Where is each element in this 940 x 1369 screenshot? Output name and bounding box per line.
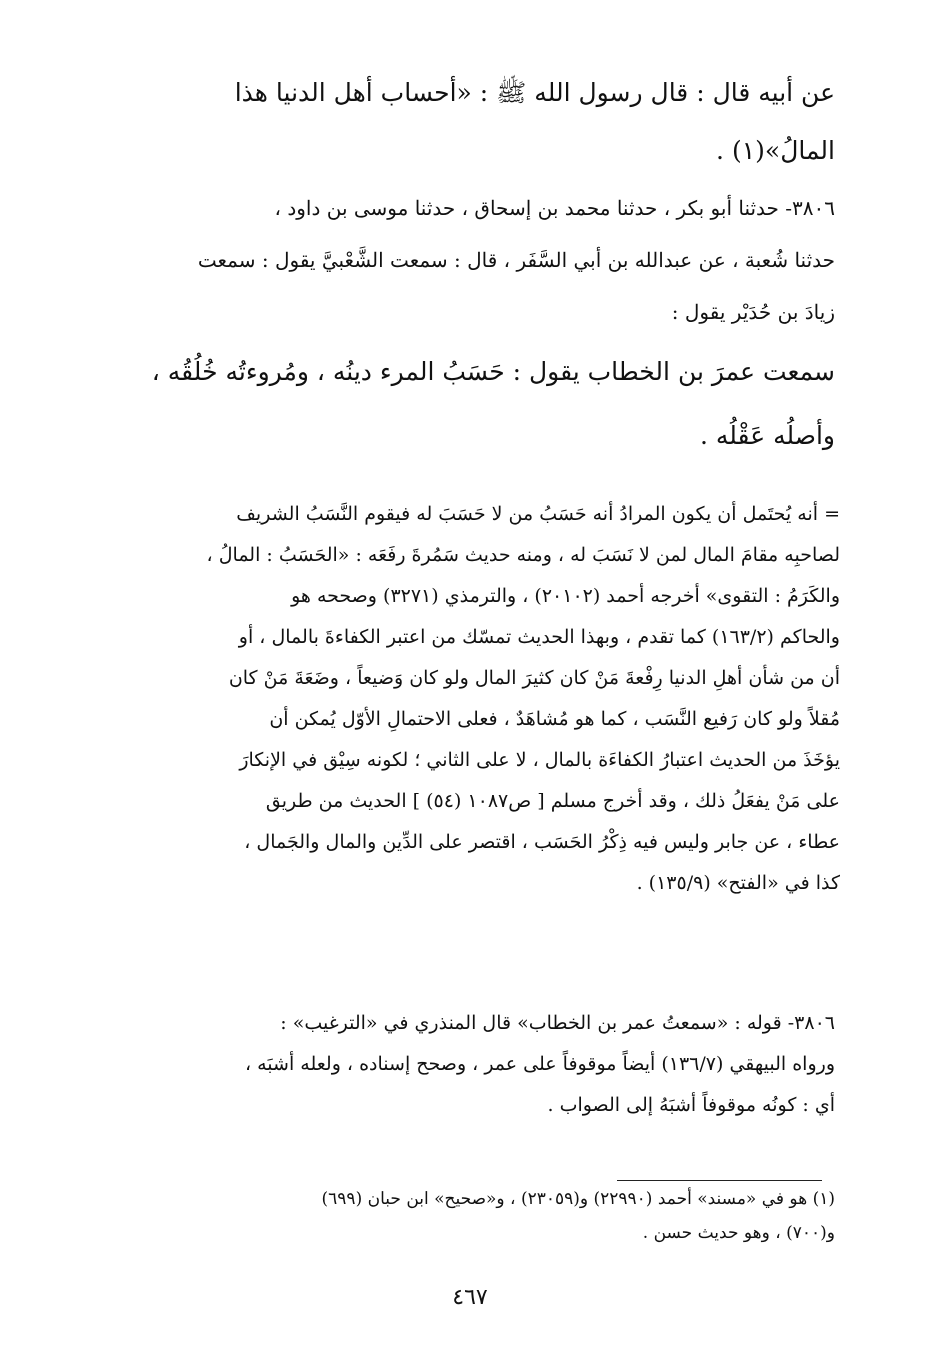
text-line: حدثنا شُعبة ، عن عبدالله بن أبي السَّفَر ، قال : سمعت الشَّعْبيَّ يقول : سمعت <box>197 248 835 272</box>
hadith-3806-isnad <box>105 182 835 338</box>
text-line: (١) هو في «مسند» أحمد (٢٢٩٩٠) و(٢٣٠٥٩) ، و«صحيح» ابن حبان (٦٩٩) <box>321 1189 835 1209</box>
text-line: لصاحبِه مقامَ المال لمن لا نَسَبَ له ، ومنه حديث سَمُرةَ رفَعَه : «الحَسَبُ : المالُ ، <box>206 544 840 566</box>
text-line: زيادَ بن حُدَيْر يقول : <box>671 300 835 324</box>
text-line: والحاكم (١٦٣/٢) كما تقدم ، وبهذا الحديث تمسّك من اعتبر الكفاءةَ بالمال ، أو <box>238 626 840 648</box>
footnote-divider <box>617 1180 822 1181</box>
text-line: المالُ»(١) . <box>716 136 835 165</box>
text-line: وأصلُه عَقْلُه . <box>699 421 835 450</box>
commentary-block <box>95 494 840 904</box>
text-line: ٣٨٠٦- حدثنا أبو بكر ، حدثنا محمد بن إسحاق ، حدثنا موسى بن داود ، <box>274 196 835 220</box>
footnote <box>105 1182 835 1250</box>
text-line: و(٧٠٠) ، وهو حديث حسن . <box>642 1223 835 1243</box>
text-line: عطاء ، عن جابر وليس فيه ذِكْرُ الحَسَب ، اقتصر على الدِّين والمال والجَمال ، <box>244 831 840 853</box>
text-line: والكَرَمُ : التقوى» أخرجه أحمد (٢٠١٠٢) ، والترمذي (٣٢٧١) وصححه هو <box>291 585 840 607</box>
text-line: أي : كونُه موقوفاً أشبَهُ إلى الصواب . <box>547 1094 835 1116</box>
text-line: = أنه يُحتَمل أن يكون المرادُ أنه حَسَبُ من لا حَسَبَ له فيقوم النَّسَبُ الشريف <box>236 503 840 525</box>
text-line: أن من شأن أهلِ الدنيا رِفْعةَ مَنْ كان كثيرَ المال ولو كان وَضيعاً ، وضَعَةَ مَنْ كان <box>228 667 840 689</box>
commentary-3806 <box>105 1003 835 1126</box>
text-line: على مَنْ يفعَلُ ذلك ، وقد أخرج مسلم [ ص١٠٨٧ (٥٤) ] الحديث من طريق <box>265 790 840 812</box>
text-line: كذا في «الفتح» (١٣٥/٩) . <box>636 872 840 894</box>
main-text-continuation <box>105 64 835 180</box>
hadith-3806-matn <box>105 340 835 468</box>
text-line: ورواه البيهقي (١٣٦/٧) أيضاً موقوفاً على عمر ، وصحح إسناده ، ولعله أشبَه ، <box>244 1053 835 1075</box>
text-line: ٣٨٠٦- قوله : «سمعتُ عمر بن الخطاب» قال المنذري في «الترغيب» : <box>280 1012 835 1034</box>
text-line: سمعت عمرَ بن الخطاب يقول : حَسَبُ المرء دينُه ، ومُروءتُه خُلُقُه ، <box>151 357 835 386</box>
text-line: عن أبيه قال : قال رسول الله ﷺ : «أحساب أهل الدنيا هذا <box>234 78 835 107</box>
text-line: مُقلاً ولو كان رَفيع النَّسَب ، كما هو مُشاهَدٌ ، فعلى الاحتمالِ الأوّل يُمكن أن <box>269 708 840 730</box>
page-number: ٤٦٧ <box>452 1285 488 1310</box>
text-line: يؤخَذَ من الحديث اعتبارُ الكفاءَة بالمال ، لا على الثاني ؛ لكونه سِيْق في الإنكارَ <box>239 749 840 771</box>
